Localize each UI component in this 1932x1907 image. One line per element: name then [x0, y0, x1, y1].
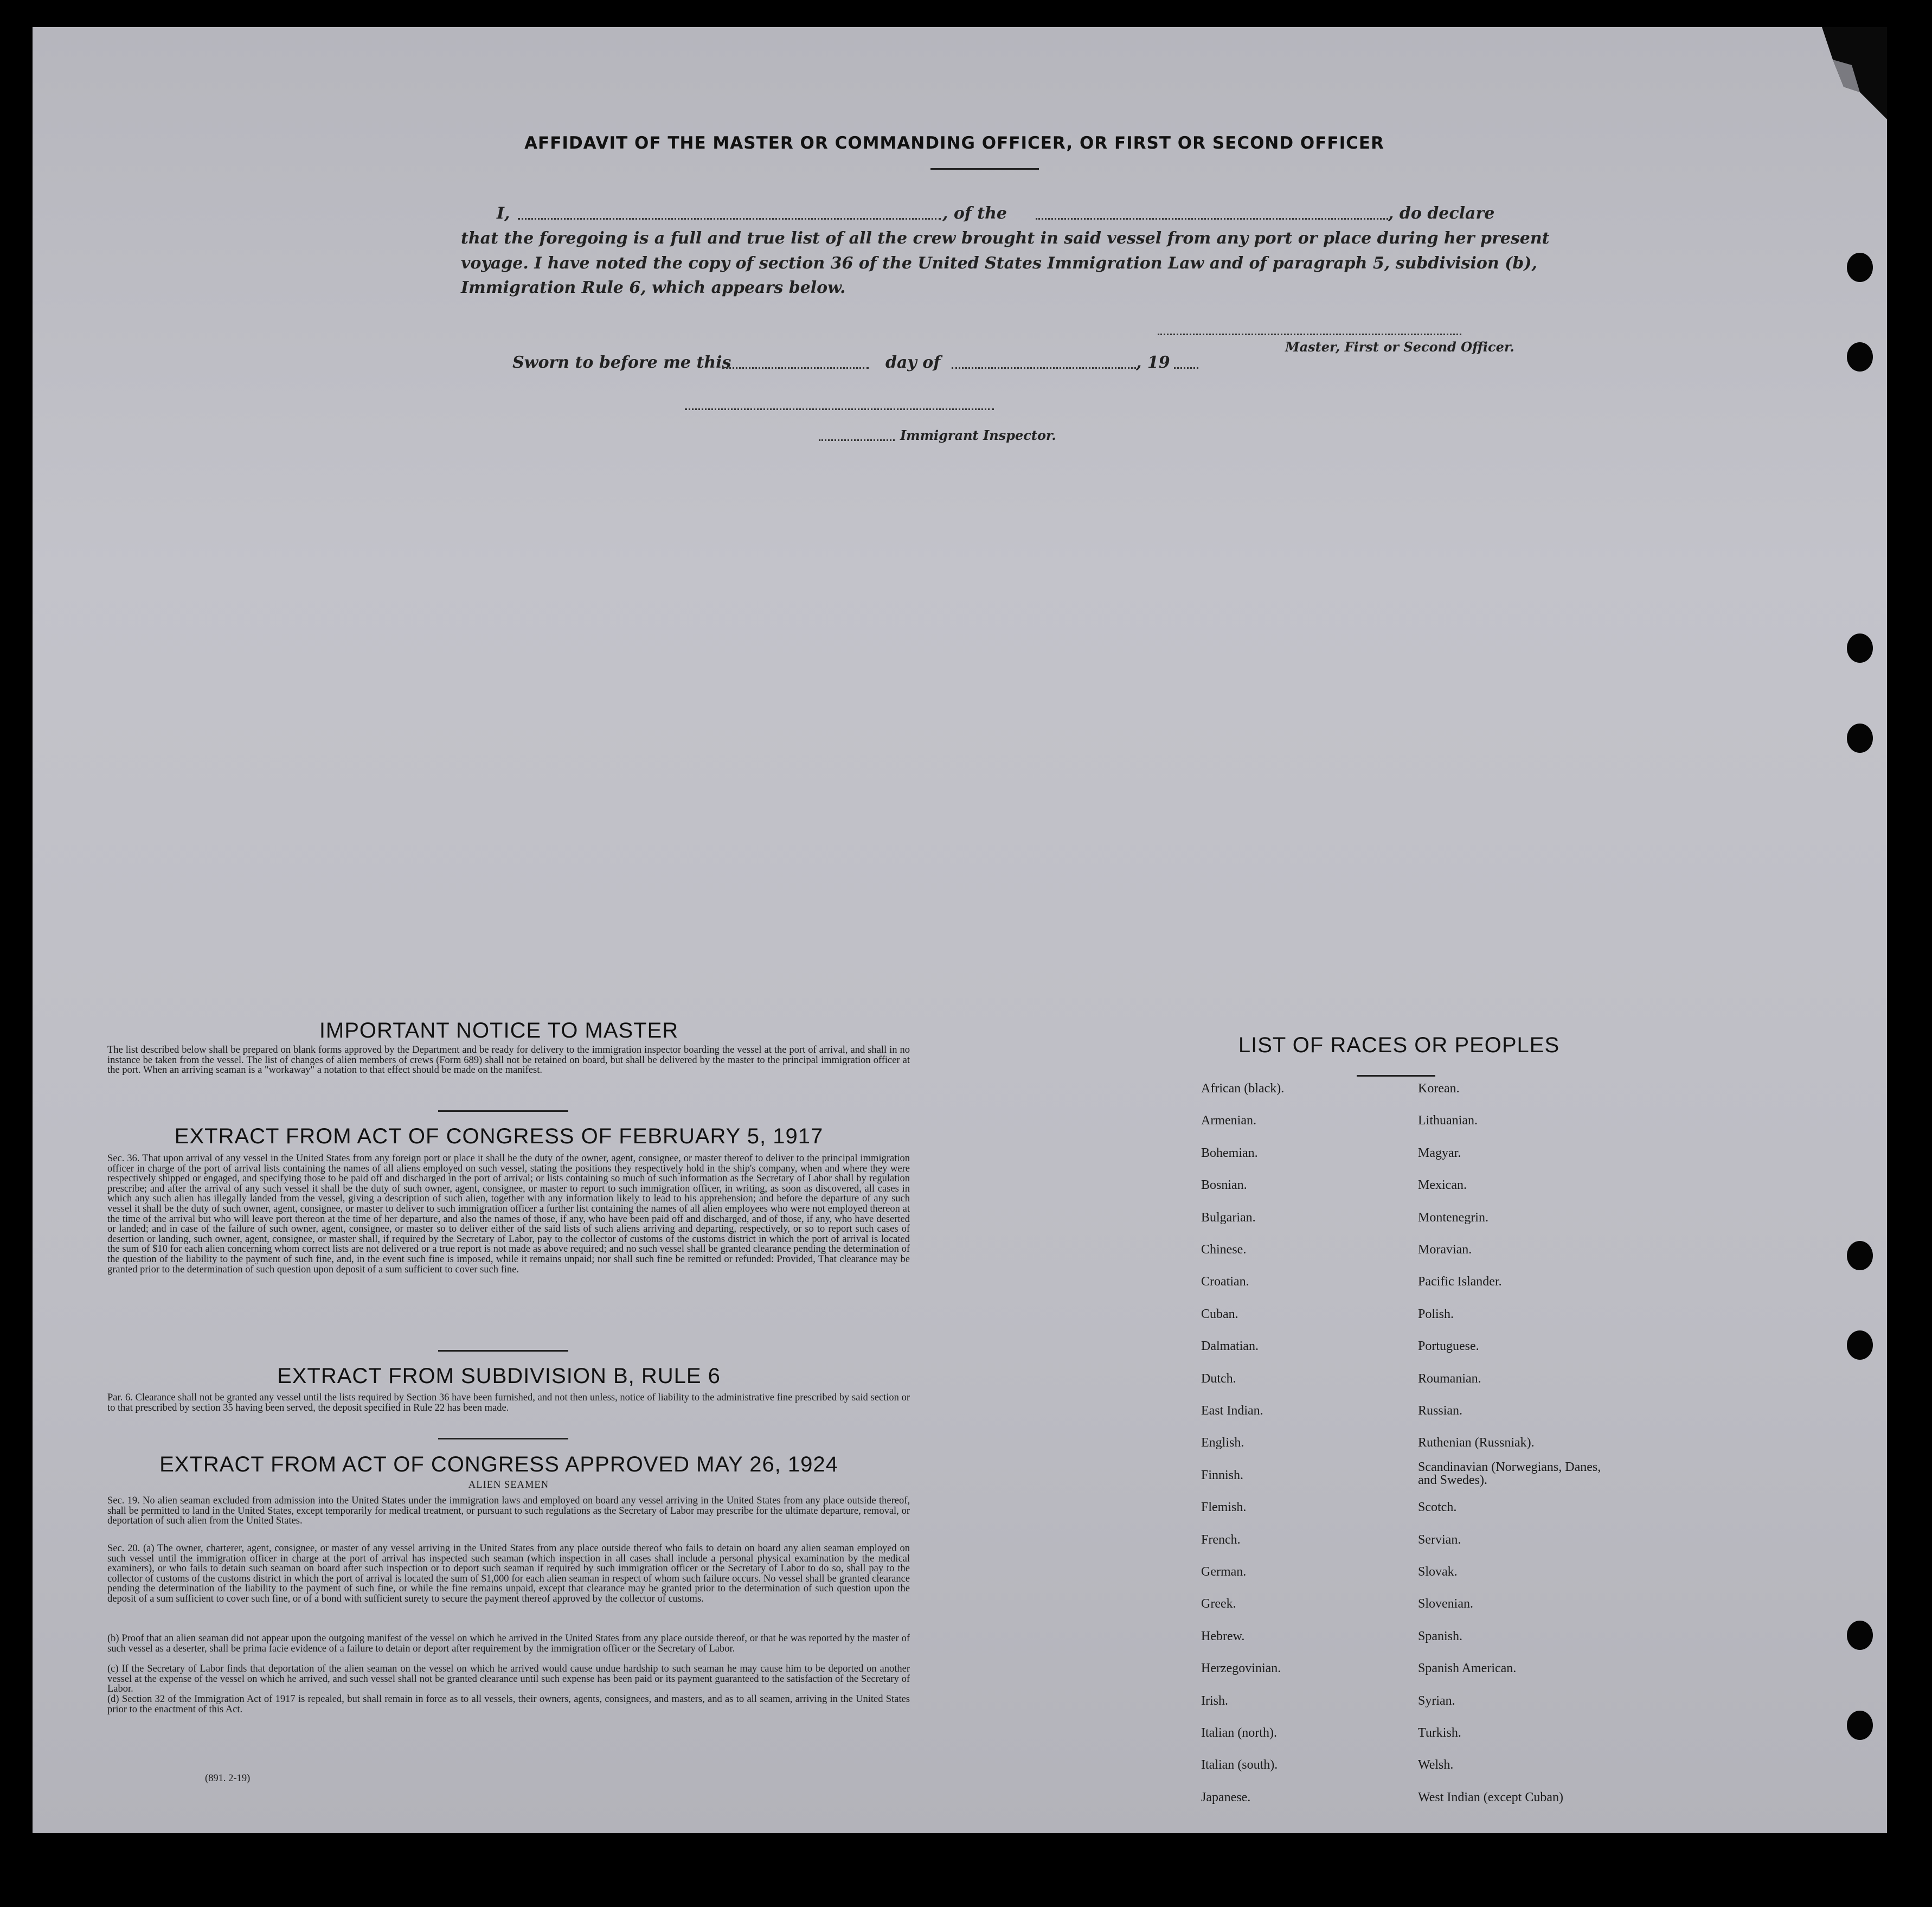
extract-1924-sec19: Sec. 19. No alien seaman excluded from admission into the United States under the immigration laws and employed on board any vessel arriving in the United States from any place outside thereof, shall be permitted to land in the United States, except temporarily for medical treatment, or pursuant to such regulations as the Secretary of Labor may prescribe for the ultimate departure, removal, or deportation of such alien from the United States. [107, 1495, 910, 1527]
notice-text: The list described below shall be prepared on blank forms approved by the Department and be ready for delivery to the immigration inspector boarding the vessel at the port of arrival, and shall in no instance be taken from the vessel. The list of changes of alien members of crews (Form 689) shall not be retained on board, but shall be delivered by the master to the principal immigration officer at the port. When an arriving seaman is a "workaway" a notation to that effect should be made on the manifest. [107, 1045, 910, 1076]
master-signature-label: Master, First or Second Officer. [1285, 339, 1514, 355]
punch-hole [1847, 1621, 1873, 1650]
torn-corner [1779, 27, 1887, 136]
races-title-rule [1357, 1075, 1435, 1077]
race-item: Slovak. [1418, 1565, 1458, 1579]
race-item: Magyar. [1418, 1146, 1461, 1160]
race-item: German. [1201, 1565, 1247, 1579]
master-signature-line [1158, 334, 1461, 335]
race-item: Italian (north). [1201, 1726, 1277, 1740]
race-item: Servian. [1418, 1532, 1461, 1547]
race-item: Bohemian. [1201, 1146, 1258, 1160]
race-item: French. [1201, 1532, 1241, 1547]
extract-1924-sec20b: (b) Proof that an alien seaman did not appear upon the outgoing manifest of the vessel on which he arrived in the United States from any place outside thereof, or that he was reported by the master of such vessel as a deserter, shall be prima facie evidence of a failure to detain or deport after requirement by the immigration officer or the Secretary of Labor. [107, 1633, 910, 1654]
sworn-day-line [722, 367, 869, 369]
race-item: Herzegovinian. [1201, 1661, 1281, 1676]
inspector-dotted-line [819, 439, 895, 441]
race-item: Flemish. [1201, 1500, 1247, 1515]
race-item: English. [1201, 1436, 1244, 1450]
declarant-label: I, [497, 204, 510, 223]
race-item: Chinese. [1201, 1243, 1247, 1257]
declarant-name-line [518, 218, 941, 220]
race-item: Dalmatian. [1201, 1339, 1259, 1354]
race-item: African (black). [1201, 1082, 1285, 1096]
punch-hole [1847, 724, 1873, 753]
extract-1924-subtitle: ALIEN SEAMEN [468, 1480, 549, 1490]
race-item: Polish. [1418, 1307, 1454, 1321]
race-item: Italian (south). [1201, 1758, 1278, 1772]
sworn-year-line [1174, 367, 1198, 369]
extract-1924-sec20d: (d) Section 32 of the Immigration Act of 1917 is repealed, but shall remain in force as to all vessels, their owners, agents, consignees, and masters, and as to all seamen, arriving in the United States prior to the enactment of this Act. [107, 1694, 910, 1715]
extract-1924-sec20c: (c) If the Secretary of Labor finds that deportation of the alien seaman on the vessel on which he arrived would cause undue hardship to such seaman he may cause him to be deported on another vessel at the expense of the vessel on which he arrived, and such vessel shall not be granted clearance until such expense has been paid or its payment guaranteed to the satisfaction of the Secretary of Labor. [107, 1663, 910, 1695]
race-item: Scotch. [1418, 1500, 1457, 1515]
races-title: LIST OF RACES OR PEOPLES [1238, 1033, 1560, 1057]
declaration-line-2: that the foregoing is a full and true list of all the crew brought in said vessel from any port or place during her present [461, 229, 1550, 248]
race-item: Scandinavian (Norwegians, Danes, and Swedes). [1418, 1460, 1601, 1487]
section-rule [438, 1110, 568, 1112]
race-item: Moravian. [1418, 1243, 1472, 1257]
extract-1917-text: Sec. 36. That upon arrival of any vessel in the United States from any foreign port or place it shall be the duty of the owner, agent, consignee, or master thereof to deliver to the principal immigration officer in charge of the port of arrival lists containing the names of all aliens employed on such vessel, stating the positions they respectively hold in the ship's company, when and where they were respectively shipped or engaged, and specifying those to be paid off and discharged in the port of arrival; or lists containing so much of such information as the Secretary of Labor shall by regulation prescribe; and after the arrival of any such vessel it shall be the duty of such owner, agent, consignee, or master to report to such immigration officer, in writing, as soon as discovered, all cases in which any such alien has illegally landed from the vessel, giving a description of such alien, together with any information likely to lead to his apprehension; and before the departure of any such vessel it shall be the duty of such owner, agent, consignee, or master to deliver to such immigration officer a further list containing the names of all alien employees who were not employed thereon at the time of the arrival but who will leave port thereon at the time of her departure, and also the names of those, if any, who have been paid off and discharged, and of those, if any, who have deserted or landed; and in case of the failure of such owner, agent, consignee, or master so to deliver either of the said lists of such aliens arriving and departing, respectively, or so to report such cases of desertion or landing, such owner, agent, consignee, or master shall, if required by the Secretary of Labor, pay to the collector of customs of the customs district in which the port of arrival is located the sum of $10 for each alien concerning whom correct lists are not delivered or a true report is not made as above required; and no such vessel shall be granted clearance pending the determination of the question of the liability to the payment of such fine, and, in the event such fine is imposed, while it remains unpaid; nor shall such fine be remitted or refunded: Provided, That clearance may be granted prior to the determination of such question upon deposit of a sum sufficient to cover such fine. [107, 1153, 910, 1275]
punch-hole [1847, 342, 1873, 372]
race-item: Mexican. [1418, 1178, 1467, 1193]
section-rule [438, 1350, 568, 1352]
race-item: Turkish. [1418, 1726, 1461, 1740]
extract-1924-title: EXTRACT FROM ACT OF CONGRESS APPROVED MAY 26, 1924 [159, 1452, 838, 1476]
race-item: Russian. [1418, 1404, 1463, 1418]
declaration-line-3: voyage. I have noted the copy of section 36 of the United States Immigration Law and of paragraph 5, subdivision (b), [461, 254, 1537, 273]
race-item: East Indian. [1201, 1404, 1263, 1418]
race-item: Japanese. [1201, 1790, 1251, 1804]
race-item: Korean. [1418, 1082, 1460, 1096]
race-item: Lithuanian. [1418, 1114, 1478, 1128]
race-item: Hebrew. [1201, 1629, 1245, 1643]
race-item: Dutch. [1201, 1371, 1236, 1386]
form-number: (891. 2-19) [205, 1773, 251, 1784]
notice-title: IMPORTANT NOTICE TO MASTER [319, 1019, 679, 1042]
title-rule [930, 168, 1039, 170]
race-item: Irish. [1201, 1693, 1228, 1708]
inspector-label: Immigrant Inspector. [900, 427, 1056, 443]
race-item: Armenian. [1201, 1114, 1256, 1128]
race-item: Welsh. [1418, 1758, 1454, 1772]
sworn-month-line [952, 367, 1136, 369]
affidavit-title: AFFIDAVIT OF THE MASTER OR COMMANDING OFFICER, OR FIRST OR SECOND OFFICER [524, 133, 1384, 153]
year-label: , 19 [1136, 353, 1170, 372]
race-item: Croatian. [1201, 1275, 1249, 1289]
section-rule [438, 1438, 568, 1439]
extract-1917-title: EXTRACT FROM ACT OF CONGRESS OF FEBRUARY 5, 1917 [174, 1124, 824, 1148]
race-item: Finnish. [1201, 1468, 1244, 1482]
declaration-line-4: Immigration Rule 6, which appears below. [461, 278, 846, 297]
race-item: Spanish. [1418, 1629, 1463, 1643]
race-item: Ruthenian (Russniak). [1418, 1436, 1535, 1450]
race-item: Bosnian. [1201, 1178, 1247, 1193]
race-item: Greek. [1201, 1597, 1236, 1611]
document-page [33, 27, 1887, 1833]
race-item: Montenegrin. [1418, 1210, 1488, 1225]
extract-1924-sec20a: Sec. 20. (a) The owner, charterer, agent, consignee, or master of any vessel arriving in the United States from any place outside thereof who fails to detain on board any alien seaman employed on such vessel until the immigration officer in charge at the port of arrival has inspected such seaman (which inspection in all cases shall include a personal physical examination by the medical examiners), or who fails to detain such seaman on board after such inspection or to deport such seaman if required by such immigration officer or the Secretary of Labor to do so, shall pay to the collector of customs of the customs district in which the port of arrival is located the sum of $1,000 for each alien seaman in respect of whom such failure occurs. No vessel shall be granted clearance pending the determination of the liability to the payment of such fine, or while the fine remains unpaid, except that clearance may be granted prior to the determination of such question upon the deposit of a sum sufficient to cover such fine, or of a bond with sufficient surety to secure the payment thereof approved by the collector of customs. [107, 1543, 910, 1604]
race-item: Spanish American. [1418, 1661, 1517, 1676]
punch-hole [1847, 1330, 1873, 1360]
sworn-label: Sworn to before me this [512, 353, 731, 372]
punch-hole [1847, 253, 1873, 282]
of-the-label: , of the [942, 204, 1007, 223]
race-item: Slovenian. [1418, 1597, 1473, 1611]
race-item: Portuguese. [1418, 1339, 1479, 1354]
race-item: Roumanian. [1418, 1371, 1481, 1386]
punch-hole [1847, 1711, 1873, 1740]
race-item: Syrian. [1418, 1693, 1455, 1708]
race-item: West Indian (except Cuban) [1418, 1790, 1563, 1804]
do-declare-label: , do declare [1388, 204, 1495, 223]
vessel-name-line [1036, 218, 1388, 220]
race-item: Cuban. [1201, 1307, 1238, 1321]
punch-hole [1847, 633, 1873, 663]
inspector-signature-line [685, 408, 994, 410]
race-item: Bulgarian. [1201, 1210, 1256, 1225]
extract-rule6-title: EXTRACT FROM SUBDIVISION B, RULE 6 [277, 1364, 721, 1388]
punch-hole [1847, 1241, 1873, 1270]
day-of-label: day of [885, 353, 941, 372]
race-item: Pacific Islander. [1418, 1275, 1502, 1289]
extract-rule6-text: Par. 6. Clearance shall not be granted any vessel until the lists required by Section 36 have been furnished, and not then unless, notice of liability to the administrative fine prescribed by said section or to that prescribed by section 35 having been served, the deposit specified in Rule 22 has been made. [107, 1392, 910, 1413]
